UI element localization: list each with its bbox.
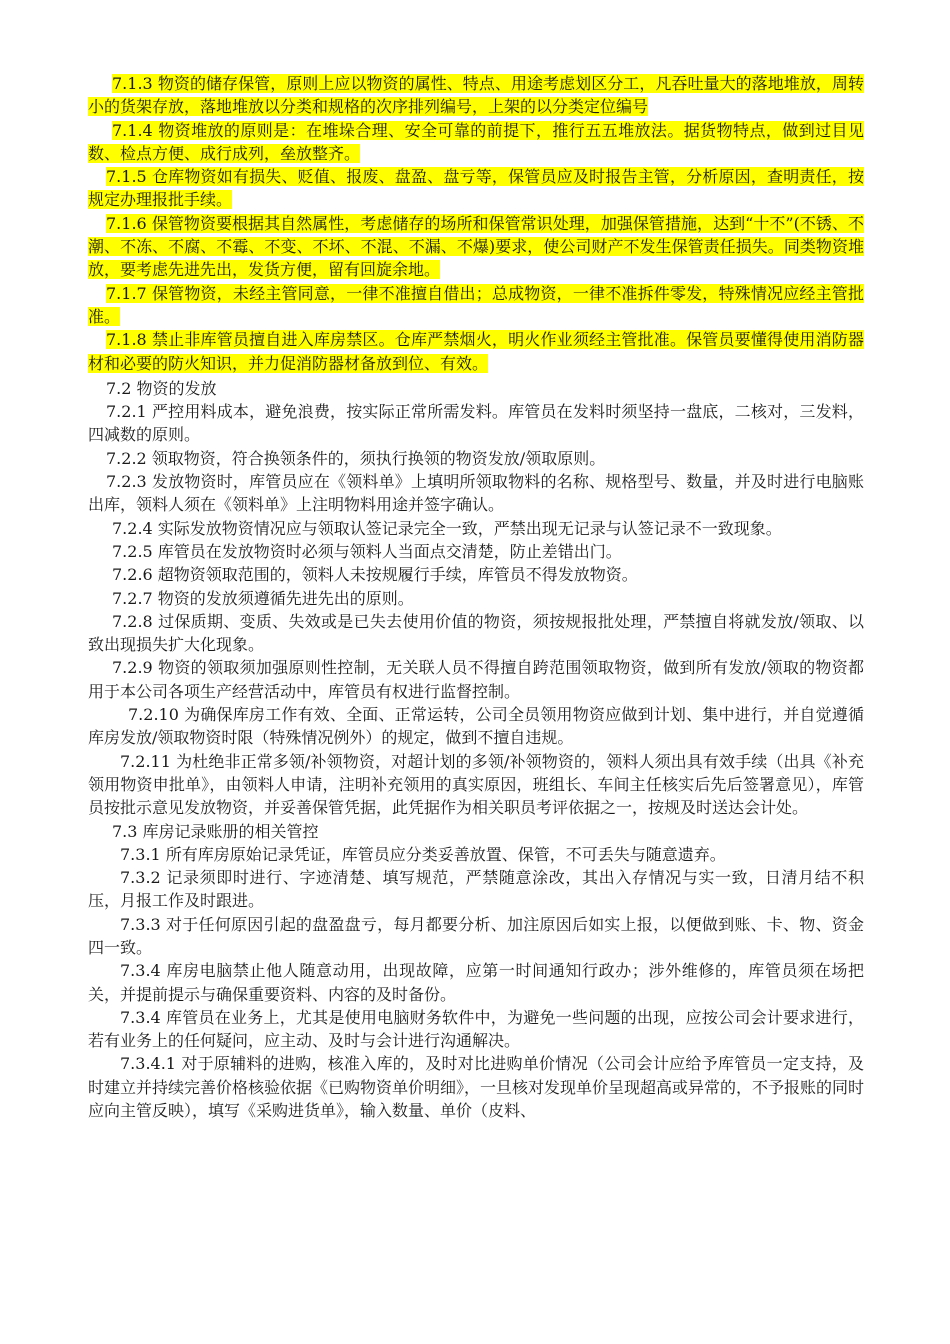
paragraph-7-1-7: [88, 282, 864, 329]
paragraph-7-3-1: 7.3.1 所有库房原始记录凭证，库管员应分类妥善放置、保管，不可丢失与随意遗弃。: [120, 844, 726, 864]
paragraph-7-2-9: 7.2.9 物资的领取须加强原则性控制，无关联人员不得擅自跨范围领取物资，做到所有发放/领取的物资都用于本公司各项生产经营活动中，库管员有权进行监督控制。: [88, 658, 864, 701]
section-heading-7-2: 7.2 物资的发放: [106, 378, 217, 398]
paragraph-7-1-5: [88, 165, 864, 212]
paragraph-7-2-3: 7.2.3 发放物资时，库管员应在《领料单》上填明所领取物料的名称、规格型号、数量，并及时进行电脑账出库，领料人须在《领料单》上注明物料用途并签字确认。: [88, 472, 864, 515]
highlighted-text: 7.1.8 禁止非库管员擅自进入库房禁区。仓库严禁烟火，明火作业须经主管批准。保管员要懂得使用消防器材和必要的防火知识，并力促消防器材备放到位、有效。: [88, 330, 864, 373]
paragraph-7-1-3: [88, 72, 864, 119]
paragraph-7-2-4: 7.2.4 实际发放物资情况应与领取认签记录完全一致，严禁出现无记录与认签记录不一致现象。: [112, 518, 782, 538]
paragraph-7-3-4-b: 7.3.4 库管员在业务上，尤其是使用电脑财务软件中，为避免一些问题的出现，应按公司会计要求进行，若有业务上的任何疑问，应主动、及时与会计进行沟通解决。: [88, 1007, 864, 1051]
paragraph-7-2-7: 7.2.7 物资的发放须遵循先进先出的原则。: [112, 588, 414, 608]
highlighted-text: 7.1.4 物资堆放的原则是：在堆垛合理、安全可靠的前提下，推行五五堆放法。据货物特点，做到过目见数、检点方便、成行成列，垒放整齐。: [88, 120, 864, 163]
paragraph-7-3-2: 7.3.2 记录须即时进行、字迹清楚、填写规范，严禁随意涂改，其出入存情况与实一致，日清月结不积压，月报工作及时跟进。: [88, 868, 864, 911]
paragraph-7-2-5: 7.2.5 库管员在发放物资时必须与领料人当面点交清楚，防止差错出门。: [112, 541, 622, 561]
highlighted-text: 7.1.5 仓库物资如有损失、贬值、报废、盘盈、盘亏等，保管员应及时报告主管，分析原因，查明责任，按规定办理报批手续。: [88, 167, 864, 210]
paragraph-7-2-6: 7.2.6 超物资领取范围的，领料人未按规履行手续，库管员不得发放物资。: [112, 565, 638, 585]
paragraph-7-2-8: 7.2.8 过保质期、变质、失效或是已失去使用价值的物资，须按规报批处理，严禁擅自将就发放/领取、以致出现损失扩大化现象。: [88, 611, 864, 655]
paragraph-7-2-10: 7.2.10 为确保库房工作有效、全面、正常运转，公司全员领用物资应做到计划、集中进行，并自觉遵循库房发放/领取物资时限（特殊情况例外）的规定，做到不擅自违规。: [88, 705, 864, 748]
paragraph-7-2-11: 7.2.11 为杜绝非正常多领/补领物资，对超计划的多领/补领物资的，领料人须出具有效手续（出具《补充领用物资申批单》，由领料人申请，注明补充领用的真实原因，班组长、车间主任核实后先后签署意见），库管员按批示意见发放物资，并妥善保管凭据，此凭据作为相关职员考评依据之一，按规及时送达会计处。: [88, 751, 864, 818]
paragraph-7-3-4-1: 7.3.4.1 对于原辅料的进购，核准入库的，及时对比进购单价情况（公司会计应给予库管员一定支持，及时建立并持续完善价格核验依据《已购物资单价明细》，一旦核对发现单价呈现超高或异常的，不予报账的同时应向主管反映），填写《采购进货单》，输入数量、单价（皮料、: [88, 1054, 865, 1121]
paragraph-7-1-6: [88, 212, 864, 282]
highlighted-text: 7.1.7 保管物资，未经主管同意，一律不准擅自借出；总成物资，一律不准拆件零发，特殊情况应经主管批准。: [88, 283, 864, 326]
paragraph-7-2-1: 7.2.1 严控用料成本，避免浪费，按实际正常所需发料。库管员在发料时须坚持一盘底，二核对，三发料，四减数的原则。: [88, 402, 864, 445]
highlighted-text: 7.1.6 保管物资要根据其自然属性，考虑储存的场所和保管常识处理，加强保管措施，达到“十不”(不锈、不潮、不冻、不腐、不霉、不变、不坏、不混、不漏、不爆)要求，使公司财产不发生保管责任损失。同类物资堆放，要考虑先进先出，发货方便，留有回旋余地。: [88, 213, 864, 280]
paragraph-7-1-4: [88, 119, 864, 166]
paragraph-7-3-3: 7.3.3 对于任何原因引起的盘盈盘亏，每月都要分析、加注原因后如实上报，以便做到账、卡、物、资金四一致。: [88, 914, 864, 957]
section-heading-7-3: 7.3 库房记录账册的相关管控: [112, 821, 319, 841]
highlighted-text: 7.1.3 物资的储存保管，原则上应以物资的属性、特点、用途考虑划区分工，凡吞吐量大的落地堆放，周转小的货架存放，落地堆放以分类和规格的次序排列编号，上架的以分类定位编号: [88, 74, 864, 117]
paragraph-7-1-8: [88, 328, 864, 375]
paragraph-7-2-2: 7.2.2 领取物资，符合换领条件的，须执行换领的物资发放/领取原则。: [106, 448, 606, 468]
document-body: [88, 72, 864, 1122]
paragraph-7-3-4-a: 7.3.4 库房电脑禁止他人随意动用，出现故障，应第一时间通知行政办；涉外维修的，库管员须在场把关，并提前提示与确保重要资料、内容的及时备份。: [88, 961, 864, 1004]
